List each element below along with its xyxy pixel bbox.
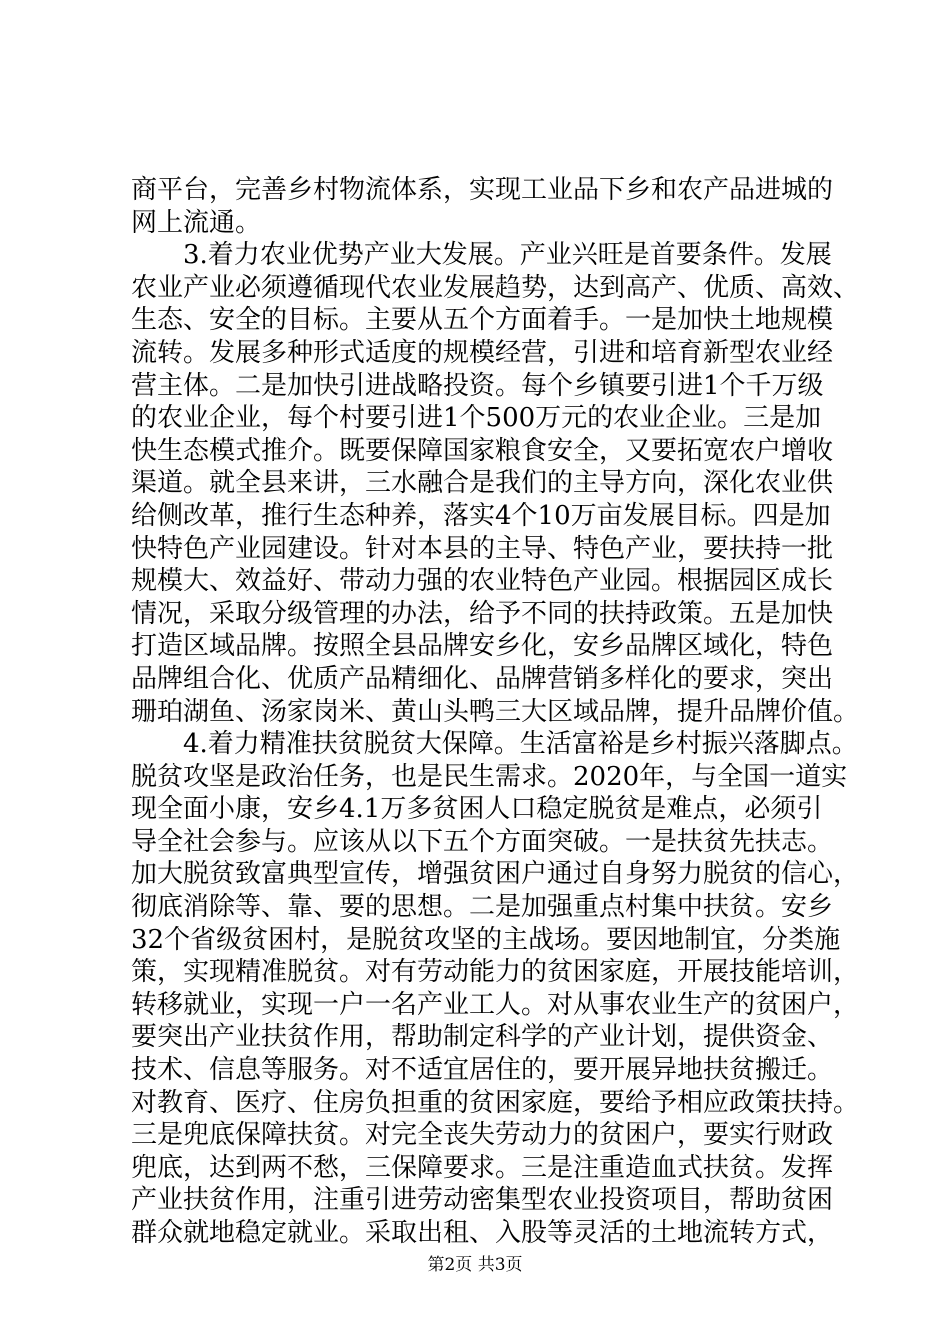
text-line: 对教育、医疗、住房负担重的贫困家庭，要给予相应政策扶持。 bbox=[131, 1087, 860, 1118]
text-line: 品牌组合化、优质产品精细化、品牌营销多样化的要求，突出 bbox=[131, 663, 834, 694]
text-line: 现全面小康，安乡4.1万多贫困人口稳定脱贫是难点，必须引 bbox=[131, 794, 823, 825]
text-line: 网上流通。 bbox=[131, 207, 262, 238]
text-line: 三是兜底保障扶贫。对完全丧失劳动力的贫困户，要实行财政 bbox=[131, 1120, 834, 1151]
text-line: 打造区域品牌。按照全县品牌安乡化，安乡品牌区域化，特色 bbox=[131, 631, 834, 662]
text-line: 要突出产业扶贫作用，帮助制定科学的产业计划，提供资金、 bbox=[131, 1022, 834, 1053]
text-line: 商平台，完善乡村物流体系，实现工业品下乡和农产品进城的 bbox=[131, 175, 834, 205]
text-line: 生态、安全的目标。主要从五个方面着手。一是加快土地规模 bbox=[131, 305, 834, 336]
text-line: 兜底，达到两不愁，三保障要求。三是注重造血式扶贫。发挥 bbox=[131, 1152, 834, 1183]
text-line: 产业扶贫作用，注重引进劳动密集型农业投资项目，帮助贫困 bbox=[131, 1185, 834, 1216]
text-line: 脱贫攻坚是政治任务，也是民生需求。2020年，与全国一道实 bbox=[131, 761, 848, 792]
text-line: 给侧改革，推行生态种养，落实4个10万亩发展目标。四是加 bbox=[131, 500, 831, 531]
text-line: 珊珀湖鱼、汤家岗米、黄山头鸭三大区域品牌，提升品牌价值。 bbox=[131, 696, 860, 727]
text-line: 策，实现精准脱贫。对有劳动能力的贫困家庭，开展技能培训， bbox=[131, 957, 860, 988]
text-line: 渠道。就全县来讲，三水融合是我们的主导方向，深化农业供 bbox=[131, 468, 834, 499]
section-heading-line: 4.着力精准扶贫脱贫大保障。生活富裕是乡村振兴落脚点。 bbox=[183, 729, 858, 760]
text-line: 技术、信息等服务。对不适宜居住的，要开展异地扶贫搬迁。 bbox=[131, 1055, 834, 1086]
text-line: 农业产业必须遵循现代农业发展趋势，达到高产、优质、高效、 bbox=[131, 272, 860, 303]
document-body bbox=[131, 174, 860, 1250]
text-line: 加大脱贫致富典型宣传，增强贫困户通过自身努力脱贫的信心， bbox=[131, 859, 860, 890]
text-line: 群众就地稳定就业。采取出租、入股等灵活的土地流转方式， bbox=[131, 1218, 834, 1248]
text-line: 流转。发展多种形式适度的规模经营，引进和培育新型农业经 bbox=[131, 337, 834, 368]
text-line: 导全社会参与。应该从以下五个方面突破。一是扶贫先扶志。 bbox=[131, 826, 834, 857]
section-heading-line: 3.着力农业优势产业大发展。产业兴旺是首要条件。发展 bbox=[183, 240, 832, 271]
text-line: 情况，采取分级管理的办法，给予不同的扶持政策。五是加快 bbox=[131, 598, 834, 629]
text-line: 营主体。二是加快引进战略投资。每个乡镇要引进1个千万级 bbox=[131, 370, 824, 401]
page-number-footer: 第2页 共3页 bbox=[427, 1255, 523, 1275]
text-line: 彻底消除等、靠、要的思想。二是加强重点村集中扶贫。安乡 bbox=[131, 892, 834, 923]
text-line: 的农业企业，每个村要引进1个500万元的农业企业。三是加 bbox=[131, 403, 822, 434]
text-line: 32个省级贫困村，是脱贫攻坚的主战场。要因地制宜，分类施 bbox=[131, 924, 841, 955]
text-line: 转移就业，实现一户一名产业工人。对从事农业生产的贫困户， bbox=[131, 989, 860, 1020]
text-line: 快生态模式推介。既要保障国家粮食安全，又要拓宽农户增收 bbox=[131, 435, 834, 466]
text-line: 规模大、效益好、带动力强的农业特色产业园。根据园区成长 bbox=[131, 566, 834, 597]
text-line: 快特色产业园建设。针对本县的主导、特色产业，要扶持一批 bbox=[131, 533, 834, 564]
